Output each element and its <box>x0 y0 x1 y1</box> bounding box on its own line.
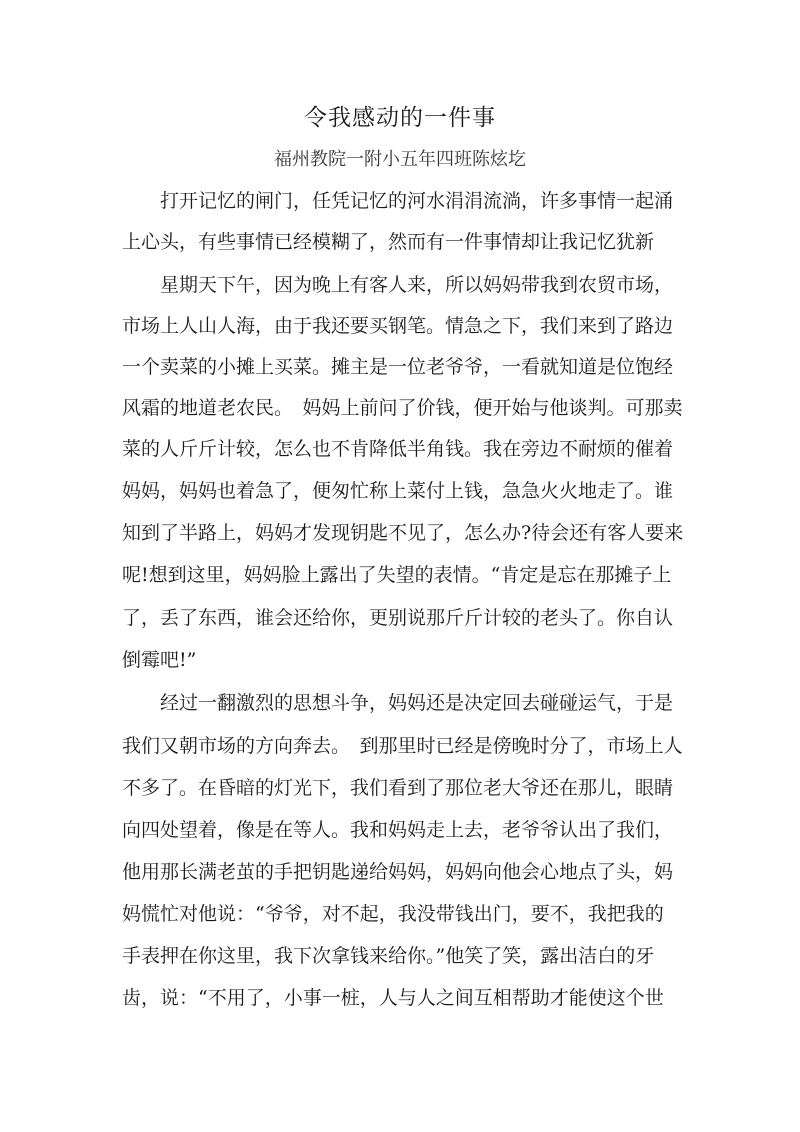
text-line: 妈妈，妈妈也着急了，便匆忙称上菜付上钱，急急火火地走了。谁 <box>122 480 674 502</box>
text-line: 风霜的地道老农民。 妈妈上前问了价钱，便开始与他谈判。可那卖 <box>122 397 683 419</box>
text-line: 打开记忆的闸门，任凭记忆的河水涓涓流淌，许多事情一起涌 <box>122 190 674 212</box>
text-line: 星期天下午，因为晚上有客人来，所以妈妈带我到农贸市场， <box>122 274 674 296</box>
text-line: 他用那长满老茧的手把钥匙递给妈妈，妈妈向他会心地点了头，妈 <box>122 861 674 883</box>
text-line: 手表押在你这里，我下次拿钱来给你。”他笑了笑，露出洁白的牙 <box>122 945 655 967</box>
text-line: 倒霉吧!” <box>122 649 197 671</box>
text-line: 向四处望着，像是在等人。我和妈妈走上去，老爷爷认出了我们， <box>122 819 674 841</box>
text-line: 菜的人斤斤计较，怎么也不肯降低半角钱。我在旁边不耐烦的催着 <box>122 438 674 460</box>
text-line: 市场上人山人海，由于我还要买钢笔。情急之下，我们来到了路边 <box>122 315 674 337</box>
author-line: 福州教院一附小五年四班陈炫圪 <box>274 149 526 170</box>
text-line: 一个卖菜的小摊上买菜。摊主是一位老爷爷，一看就知道是位饱经 <box>122 356 674 378</box>
text-line: 不多了。在昏暗的灯光下，我们看到了那位老大爷还在那儿，眼睛 <box>122 777 674 799</box>
text-line: 呢!想到这里，妈妈脸上露出了失望的表情。“肯定是忘在那摊子上 <box>122 564 672 586</box>
text-line: 齿，说：“不用了，小事一桩，人与人之间互相帮助才能使这个世 <box>122 987 664 1009</box>
text-line: 妈慌忙对他说：“爷爷，对不起，我没带钱出门，要不，我把我的 <box>122 903 664 925</box>
text-line: 上心头，有些事情已经模糊了，然而有一件事情却让我记忆犹新 <box>122 231 655 253</box>
text-line: 我们又朝市场的方向奔去。 到那里时已经是傍晚时分了，市场上人 <box>122 735 683 757</box>
text-line: 经过一翻激烈的思想斗争，妈妈还是决定回去碰碰运气，于是 <box>122 692 674 714</box>
text-line: 了，丢了东西，谁会还给你，更别说那斤斤计较的老头了。你自认 <box>122 607 674 629</box>
document-title: 令我感动的一件事 <box>304 105 496 131</box>
text-line: 知到了半路上，妈妈才发现钥匙不见了，怎么办?待会还有客人要来 <box>122 522 684 544</box>
